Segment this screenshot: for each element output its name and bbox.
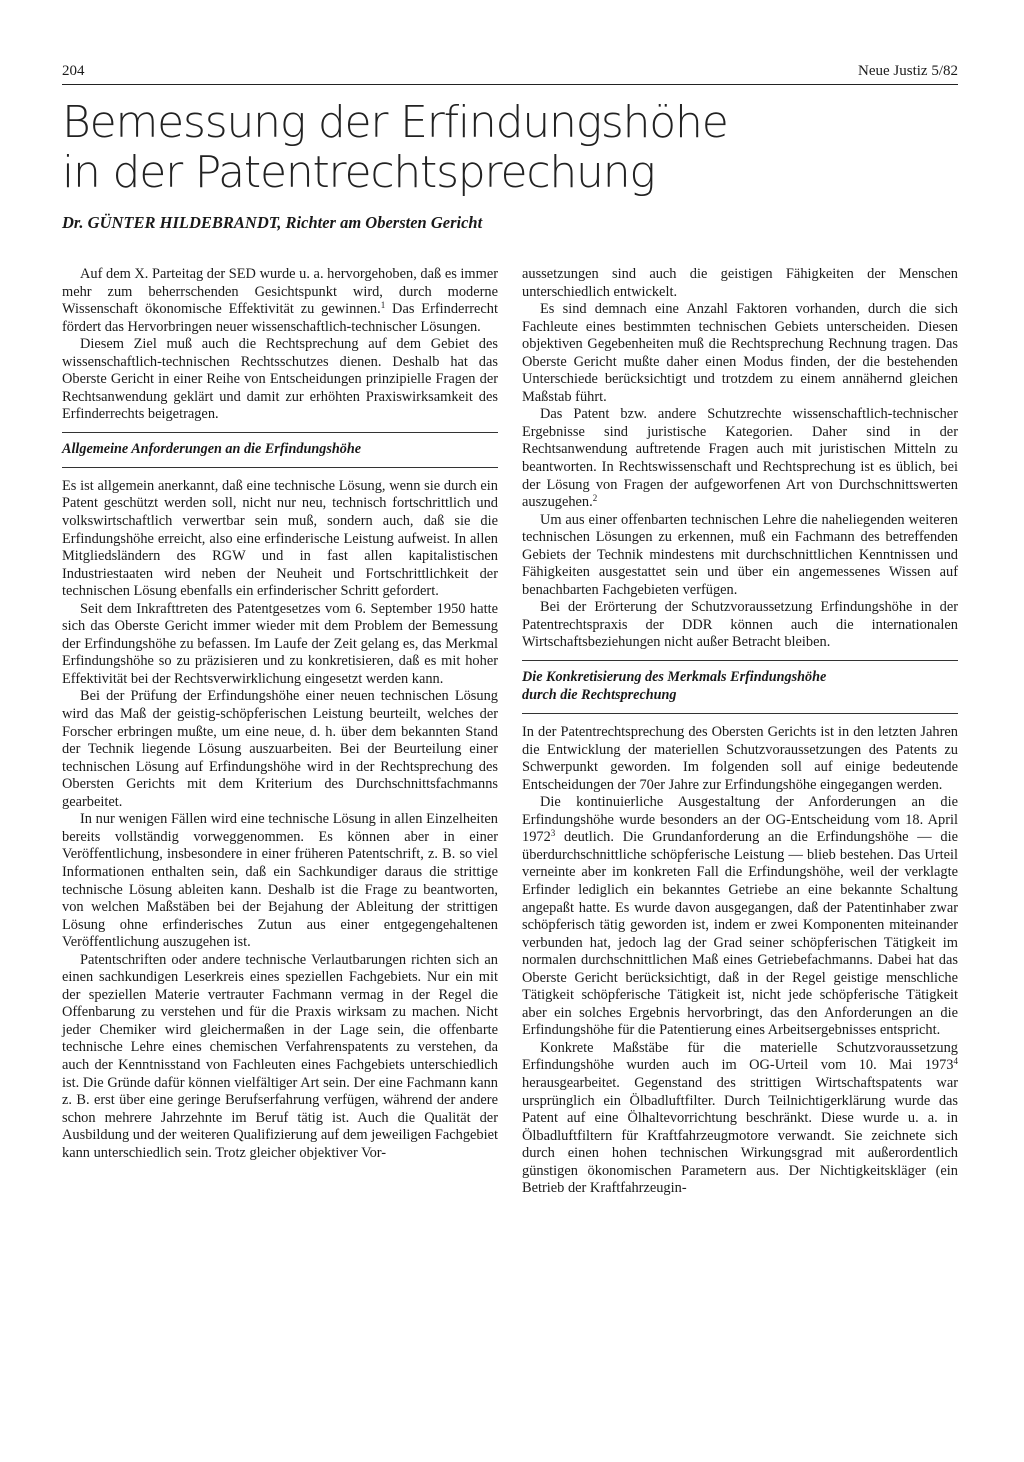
paragraph: Diesem Ziel muß auch die Rechtsprechung auf dem Gebiet des wissenschaftlich-technischen Rechtsschutzes dienen. Deshalb hat das Oberste Gericht in einer Reihe von Entscheidungen prinzipielle Fragen der Rechtsanwendung geklärt und damit zur erhöhten Praxiswirksamkeit des Erfinderrechts beigetragen.	[62, 336, 498, 423]
section-heading: Allgemeine Anforderungen an die Erfindungshöhe	[62, 432, 498, 468]
title-line-1: Bemessung der Erfindungshöhe	[62, 97, 728, 148]
paragraph-text: Konkrete Maßstäbe für die materielle Schutzvoraussetzung Erfindungshöhe wurden auch im OG-Urteil vom 10. Mai 1973	[522, 1039, 958, 1074]
paragraph: Es sind demnach eine Anzahl Faktoren vorhanden, durch die sich Fachleute eines bestimmten technischen Gebiets unterscheiden. Diesen objektiven Gegebenheiten muß die Rechtsprechung Rechnung tragen. Das Oberste Gericht mußte daher einen Modus finden, der die bestehenden Unterschiede berücksichtigt und trotzdem zu einem annähernd gleichen Maßstab führt.	[522, 301, 958, 405]
paragraph: Bei der Erörterung der Schutzvoraussetzung Erfindungshöhe in der Patentrechtspraxis der DDR können auch die internationalen Wirtschaftsbeziehungen nicht außer Betracht bleiben.	[522, 599, 958, 651]
page-header	[62, 62, 958, 85]
paragraph	[522, 1040, 958, 1198]
title-line-2: in der Patentrechtsprechung	[62, 147, 655, 198]
paragraph-text: Das Patent bzw. andere Schutzrechte wissenschaftlich-technischer Ergebnisse sind juristische Kategorien. Daher sind in der Rechtsanwendung auftretende Fragen auch mit juristischen Mitteln zu beantworten. In Rechtswissenschaft und Rechtsprechung ist es üblich, bei der Lösung von Fragen der aufgeworfenen Art von Durchschnittswerten auszugehen.	[522, 406, 958, 511]
paragraph: aussetzungen sind auch die geistigen Fähigkeiten der Menschen unterschiedlich entwickelt.	[522, 266, 958, 300]
footnote-ref: 2	[592, 493, 598, 504]
paragraph: Es ist allgemein anerkannt, daß eine technische Lösung, wenn sie durch ein Patent geschützt werden soll, nicht nur neu, technisch fortschrittlich und volkswirtschaftlich verwertbar sein muß, sondern auch, daß sie die Erfindungshöhe erreicht, also eine erfinderische Leistung aufweist. In allen Mitgliedsländern des RGW und in fast allen kapitalistischen Industriestaaten wird neben der Neuheit und Fortschrittlichkeit der technischen Lösung ebenfalls ein erfinderischer Schritt gefordert.	[62, 477, 498, 600]
right-column	[522, 266, 958, 1198]
page-number: 204	[62, 63, 85, 79]
paragraph: Um aus einer offenbarten technischen Lehre die naheliegenden weiteren technischen Lösungen zu erkennen, muß ein Fachmann des betreffenden Gebiets der Technik mindestens mit durchschnittlichen Kenntnissen und Fähigkeiten ausgestattet sein und über ein angemessenes Wissen auf benachbarten Fachgebieten verfügen.	[522, 511, 958, 598]
paragraph	[522, 794, 958, 1040]
footnote-ref: 3	[550, 828, 556, 839]
paragraph: In der Patentrechtsprechung des Obersten Gerichts ist in den letzten Jahren die Entwicklung der materiellen Schutzvoraussetzungen des Patents zu Schwerpunkt geworden. Im folgenden soll auf einige bedeutende Entscheidungen der 70er Jahre zur Erfindungshöhe eingegangen werden.	[522, 724, 958, 793]
section-heading-line: Die Konkretisierung des Merkmals Erfindungshöhe	[522, 669, 827, 686]
paragraph-text: Auf dem X. Parteitag der SED wurde u. a. hervorgehoben, daß es immer mehr zum beherrschenden Gesichtspunkt wird, durch moderne Wissenschaft ökonomische Effektivität zu gewinnen.	[62, 266, 498, 318]
left-column	[62, 266, 498, 1162]
journal-issue: Neue Justiz 5/82	[858, 63, 958, 79]
paragraph: In nur wenigen Fällen wird eine technische Lösung in allen Einzelheiten bereits vollständig vorweggenommen. Es können aber in einer Veröffentlichung, insbesondere in einer früheren Patentschrift, z. B. so viel Informationen enthalten sein, daß ein Sachkundiger daraus die strittige technische Lösung ableiten kann. Deshalb ist die Frage zu beantworten, von welchen Maßstäben bei der Bejahung der Ableitung der strittigen Lösung ohne erfinderisches Zutun aus einer entgegengehaltenen Veröffentlichung auszugehen ist.	[62, 811, 498, 951]
article-title	[62, 98, 962, 198]
paragraph-text: deutlich. Die Grundanforderung an die Erfindungshöhe — die überdurchschnittliche schöpferische Leistung — blieb bestehen. Das Urteil verneinte aber im konkreten Fall die Erfindungshöhe, weil der verklagte Erfinder lediglich ein bekanntes Getriebe an eine bekannte Schaltung angepaßt hatte. Es wurde davon ausgegangen, daß der Patentinhaber zwar schöpferisch tätig geworden ist, indem er zwei Komponenten miteinander verbunden hat, jedoch lag der Grad seiner schöpferischen Tätigkeit im normalen durchschnittlichen Maß eines Getriebefachmanns. Dabei hat das Oberste Gericht berücksichtigt, daß in der Regel geistige menschliche Tätigkeit schöpferische Tätigkeit ist, nicht jede schöpferische Tätigkeit aber ein solches Ergebnis hervorbringt, das den Anforderungen an die Erfindungshöhe für die Patentierung eines Arbeitsergebnisses entspricht.	[522, 829, 958, 1039]
section-heading-line: durch die Rechtsprechung	[522, 687, 677, 704]
footnote-ref: 1	[380, 300, 386, 311]
paragraph-text: Die kontinuierliche Ausgestaltung der Anforderungen an die Erfindungshöhe wurde besonders an der OG-Entscheidung vom 18. April 1972	[522, 794, 958, 846]
paragraph	[62, 266, 498, 336]
footnote-ref: 4	[953, 1056, 958, 1067]
section-heading	[522, 660, 958, 714]
paragraph: Seit dem Inkrafttreten des Patentgesetzes vom 6. September 1950 hatte sich das Oberste Gericht immer wieder mit dem Problem der Bemessung der Erfindungshöhe zu befassen. Im Laufe der Zeit gelang es, das Merkmal Erfindungshöhe so zu präzisieren und zu konkretisieren, daß es mit hoher Effektivität bei der Rechtsverwirklichung eingesetzt werden kann.	[62, 600, 498, 687]
paragraph: Patentschriften oder andere technische Verlautbarungen richten sich an einen sachkundigen Leserkreis eines speziellen Fachgebiets. Nur ein mit der speziellen Materie vertrauter Fachmann vermag in der Regel die Offenbarung zu verstehen und für die Praxis wirksam zu machen. Nicht jeder Chemiker wird gleichermaßen in der Lage sein, die offenbarte technische Lehre eines chemischen Verfahrenspatents zu verstehen, da auch der Kenntnisstand von Fachleuten eines Fachgebiets unterschiedlich ist. Die Gründe dafür können vielfältiger Art sein. Der eine Fachmann kann z. B. erst über eine geringe Berufserfahrung verfügen, während der andere schon mehrere Jahrzehnte im Beruf tätig ist. Auch die Qualität der Ausbildung und der weiteren Qualifizierung auf dem jeweiligen Fachgebiet kann unterschiedlich sein. Trotz gleicher objektiver Vor-	[62, 951, 498, 1161]
paragraph: Bei der Prüfung der Erfindungshöhe einer neuen technischen Lösung wird das Maß der geistig-schöpferischen Leistung beurteilt, welches der Forscher erbringen mußte, um eine neue, d. h. über dem bekannten Stand der Technik liegende Lösung auszuarbeiten. Bei der Beurteilung einer technischen Lösung auf Erfindungshöhe wird in der Rechtsprechung des Obersten Gerichts mit dem Kriterium des Durchschnittsfachmanns gearbeitet.	[62, 688, 498, 810]
article-author: Dr. GÜNTER HILDEBRANDT, Richter am Obersten Gericht	[62, 213, 483, 232]
paragraph-text: Das Erfinderrecht fördert das Hervorbringen neuer wissenschaftlich-technischer Lösungen.	[62, 301, 498, 335]
paragraph	[522, 406, 958, 511]
paragraph-text: herausgearbeitet. Gegenstand des strittigen Wirtschaftspatents war ursprünglich ein Ölbadluftfilter. Durch Teilnichtigerklärung wurde das Patent auf eine Ölhaltevorrichtung beschränkt. Diese wurde u. a. in Ölbadluftfiltern für Kraftfahrzeugmotore verwandt. Sie zeichnete sich durch einen hohen technischen Wirkungsgrad mit außerordentlich günstigen ökonomischen Parametern aus. Der Nichtigkeitskläger (ein Betrieb der Kraftfahrzeugin-	[522, 1074, 958, 1197]
